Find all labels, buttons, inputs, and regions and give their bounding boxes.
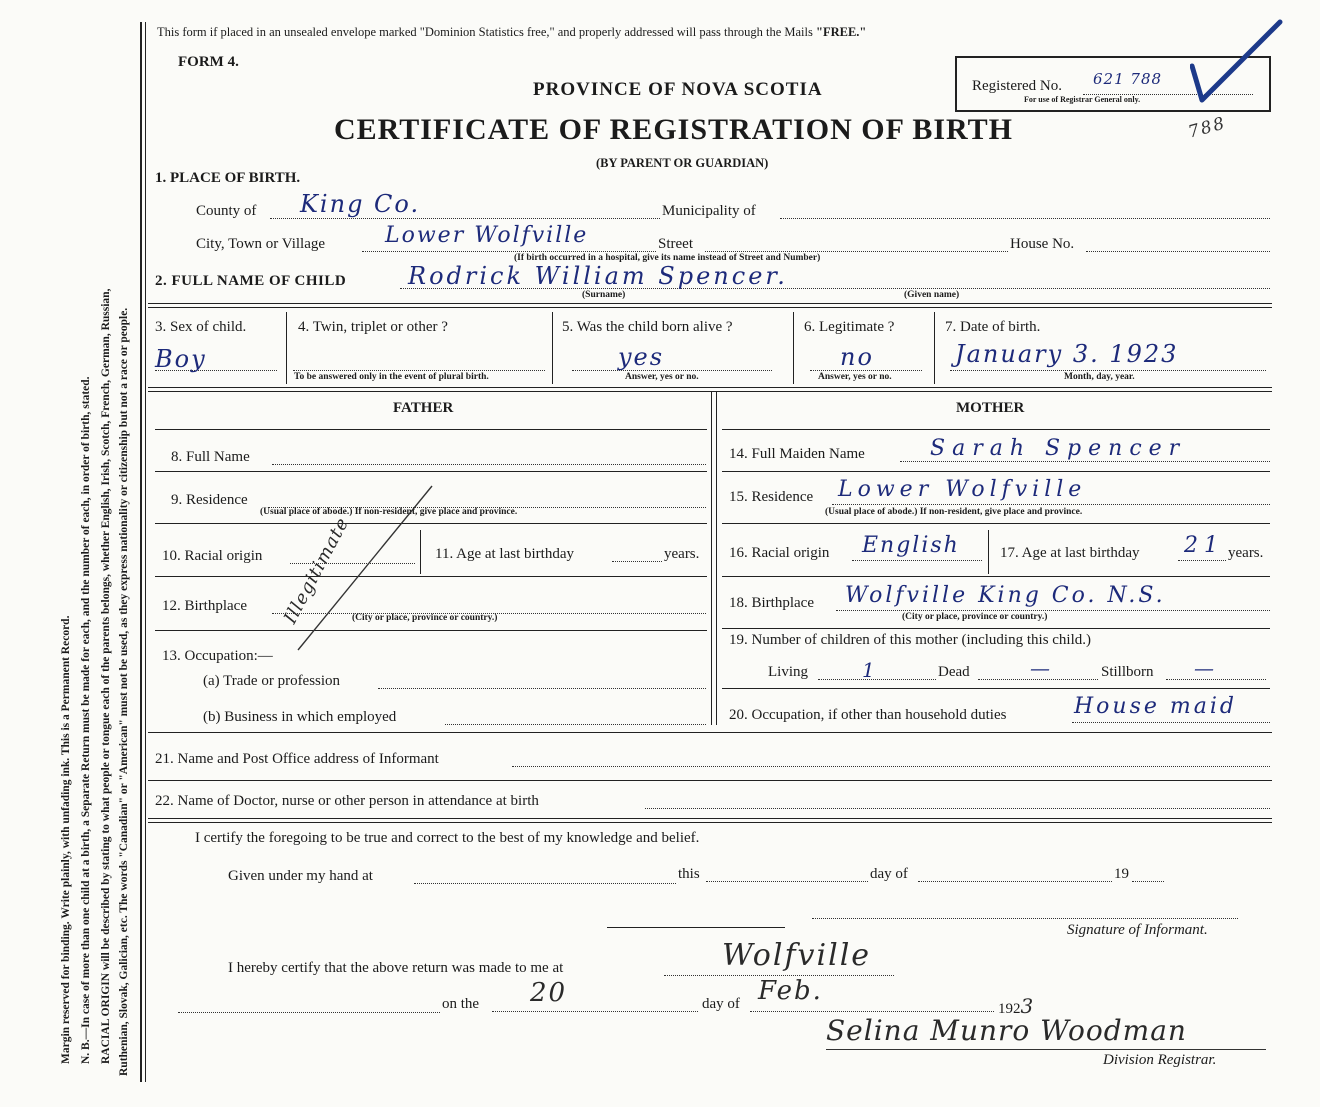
check-mark-icon: [1190, 18, 1290, 108]
dob-value: January 3. 1923: [955, 340, 1179, 368]
mother-birthplace-label: 18. Birthplace: [729, 595, 814, 611]
mother-residence-note: (Usual place of abode.) If non-resident, give place and province.: [825, 507, 1083, 517]
living-value: 1: [862, 658, 877, 682]
father-years-label: years.: [664, 546, 700, 562]
parents-divider: [711, 392, 712, 725]
mother-age-label: 17. Age at last birthday: [1000, 545, 1140, 561]
father-racial-label: 10. Racial origin: [162, 548, 263, 564]
mother-heading: MOTHER: [956, 400, 1025, 416]
certification-statement: I certify the foregoing to be true and correct to the best of my knowledge and belief.: [195, 830, 700, 846]
alive-note: Answer, yes or no.: [625, 372, 699, 382]
dob-label: 7. Date of birth.: [945, 319, 1041, 335]
mother-racial-value: English: [862, 533, 960, 558]
this-label: this: [678, 866, 700, 882]
divider: [148, 391, 1272, 392]
registered-number: 621 788: [1093, 70, 1163, 88]
mother-racial-label: 16. Racial origin: [729, 545, 830, 561]
postal-note: This form if placed in an unsealed envelope marked "Dominion Statistics free," and properly addressed will pass through the Mails "FREE.": [157, 25, 867, 39]
father-business-label: (b) Business in which employed: [203, 709, 397, 725]
place-of-birth-heading: 1. PLACE OF BIRTH.: [155, 170, 301, 186]
mother-birthplace-note: (City or place, province or country.): [902, 612, 1048, 622]
dead-label: Dead: [938, 664, 970, 680]
mother-age-value: 21: [1184, 533, 1224, 558]
registered-note: For use of Registrar General only.: [1024, 95, 1141, 104]
form-left-border: [140, 22, 142, 1082]
illegitimate-annotation: Illegitimate: [279, 513, 354, 628]
mother-years-label: years.: [1228, 545, 1264, 561]
stillborn-value: —: [1194, 656, 1216, 680]
doctor-label: 22. Name of Doctor, nurse or other person in attendance at birth: [155, 793, 539, 809]
form-left-border-inner: [145, 22, 146, 1082]
year-prefix: 19: [1114, 866, 1129, 882]
child-name-value: Rodrick William Spencer.: [408, 262, 788, 290]
margin-note-binding: Margin reserved for binding. Write plainly, with unfading ink. This is a Permanent Record.: [60, 615, 72, 1064]
alive-value: yes: [618, 343, 665, 371]
year-value: 3: [1020, 994, 1034, 1018]
given-name-note: (Given name): [904, 290, 960, 300]
stillborn-label: Stillborn: [1101, 664, 1154, 680]
father-occupation-label: 13. Occupation:—: [162, 648, 273, 664]
page-subtitle: (BY PARENT OR GUARDIAN): [596, 156, 769, 170]
street-label: Street: [658, 236, 693, 252]
mother-occupation-label: 20. Occupation, if other than household duties: [729, 707, 1007, 723]
divider: [148, 822, 1272, 823]
twin-label: 4. Twin, triplet or other ?: [298, 319, 448, 335]
hospital-note: (If birth occurred in a hospital, give its name instead of Street and Number): [514, 253, 821, 263]
province-heading: PROVINCE OF NOVA SCOTIA: [533, 79, 823, 100]
mother-children-label: 19. Number of children of this mother (including this child.): [729, 632, 1092, 648]
legitimate-note: Answer, yes or no.: [818, 372, 892, 382]
city-label: City, Town or Village: [196, 236, 326, 252]
on-the-value: 20: [530, 978, 568, 1008]
legitimate-value: no: [840, 343, 874, 371]
living-label: Living: [768, 664, 808, 680]
sex-value: Boy: [155, 345, 207, 373]
registrar-label: Division Registrar.: [1103, 1052, 1217, 1068]
page-title: CERTIFICATE OF REGISTRATION OF BIRTH: [334, 113, 1013, 146]
father-birthplace-label: 12. Birthplace: [162, 598, 247, 614]
surname-note: (Surname): [582, 290, 626, 300]
informant-signature-label: Signature of Informant.: [1067, 922, 1208, 938]
day-of-label: day of: [870, 866, 908, 882]
informant-label: 21. Name and Post Office address of Informant: [155, 751, 439, 767]
margin-note-multiple-births: N. B.—In case of more than one child at a birth, a Separate Return must be made for each, and the number of each, in order of birth, stated.: [80, 376, 92, 1064]
mother-occupation-value: House maid: [1074, 694, 1237, 719]
father-birthplace-note: (City or place, province or country.): [352, 613, 498, 623]
margin-number: 788: [1186, 113, 1229, 143]
house-label: House No.: [1010, 236, 1075, 252]
mother-name-label: 14. Full Maiden Name: [729, 446, 865, 462]
dob-note: Month, day, year.: [1064, 372, 1135, 382]
mother-name-value: Sarah Spencer: [930, 436, 1187, 461]
registrar-signature: Selina Munro Woodman: [826, 1014, 1187, 1047]
mother-birthplace-value: Wolfville King Co. N.S.: [845, 583, 1166, 608]
strike-line: [290, 480, 440, 660]
sex-label: 3. Sex of child.: [155, 319, 247, 335]
father-heading: FATHER: [393, 400, 454, 416]
father-name-label: 8. Full Name: [171, 449, 250, 465]
registered-label: Registered No.: [972, 78, 1062, 94]
registrar-statement: I hereby certify that the above return was made to me at: [228, 960, 564, 976]
day-of-label-registrar: day of: [702, 996, 740, 1012]
child-name-label: 2. FULL NAME OF CHILD: [155, 273, 347, 289]
legitimate-label: 6. Legitimate ?: [804, 319, 895, 335]
month-value: Feb.: [758, 976, 823, 1006]
parents-divider: [716, 392, 717, 725]
registrar-place-value: Wolfville: [722, 938, 872, 973]
form-number: FORM 4.: [178, 54, 239, 70]
county-label: County of: [196, 203, 257, 219]
divider: [148, 732, 1272, 733]
divider: [148, 818, 1272, 819]
father-residence-note: (Usual place of abode.) If non-resident, give place and province.: [260, 507, 518, 517]
father-age-label: 11. Age at last birthday: [435, 546, 574, 562]
alive-label: 5. Was the child born alive ?: [562, 319, 733, 335]
on-the-label: on the: [442, 996, 480, 1012]
father-residence-label: 9. Residence: [171, 492, 248, 508]
mother-residence-value: Lower Wolfville: [838, 477, 1087, 502]
municipality-label: Municipality of: [662, 203, 756, 219]
city-value: Lower Wolfville: [385, 223, 589, 248]
twin-note: To be answered only in the event of plural birth.: [294, 372, 489, 382]
margin-note-racial-origin-cont: Ruthenian, Slovak, Galician, etc. The words "Canadian" or "American" must not be used, as they express nationality or citizenship but not a race or people.: [118, 307, 130, 1076]
year-printed: 1923: [998, 994, 1034, 1018]
dead-value: —: [1030, 656, 1052, 680]
county-value: King Co.: [300, 190, 421, 218]
given-label: Given under my hand at: [228, 868, 373, 884]
margin-note-racial-origin: RACIAL ORIGIN will be described by stating to what people or tongue each of the parents belongs, whether English, Irish, Scotch, French, German, Russian,: [100, 288, 112, 1064]
mother-residence-label: 15. Residence: [729, 489, 814, 505]
divider: [148, 387, 1272, 388]
divider: [148, 303, 1272, 304]
divider: [148, 307, 1272, 308]
father-trade-label: (a) Trade or profession: [203, 673, 341, 689]
